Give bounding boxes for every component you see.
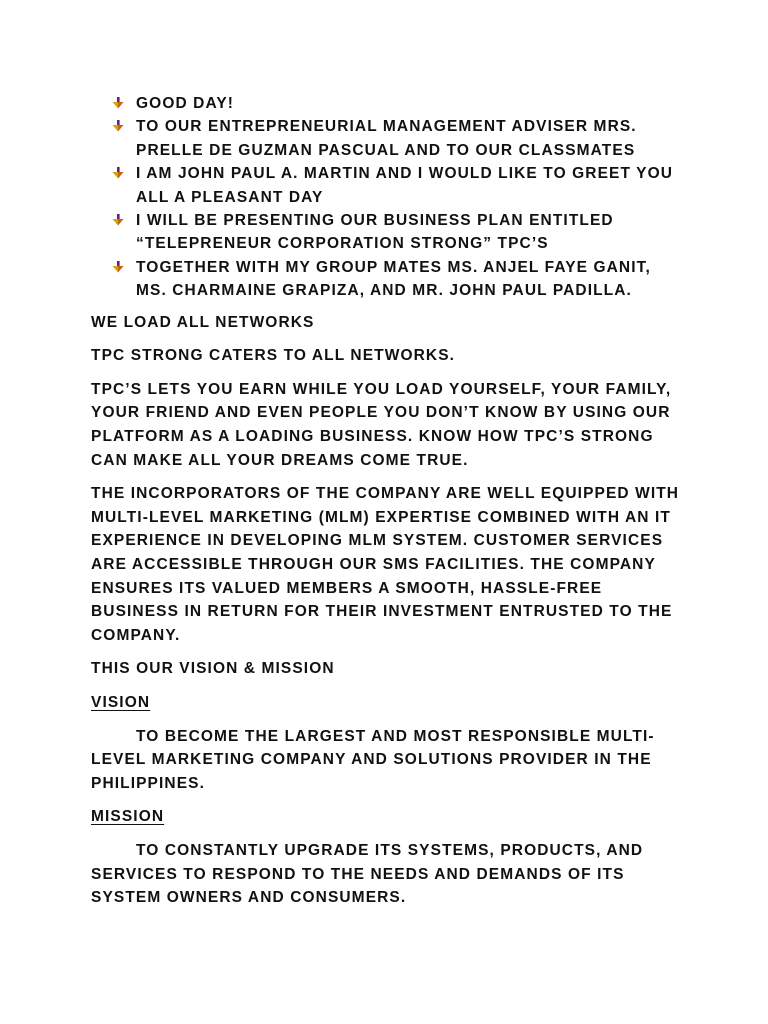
arrow-down-bullet-icon — [112, 97, 124, 109]
list-item — [136, 162, 681, 209]
arrow-down-bullet-icon — [112, 214, 124, 226]
list-item — [136, 115, 681, 162]
vision-text: TO BECOME THE LARGEST AND MOST RESPONSIBLE MULTI-LEVEL MARKETING COMPANY AND SOLUTIONS PROVIDER IN THE PHILIPPINES. — [91, 727, 655, 792]
bullet-text: I WILL BE PRESENTING OUR BUSINESS PLAN ENTITLED “TELEPRENEUR CORPORATION STRONG” TPC’S — [136, 212, 614, 253]
arrow-down-bullet-icon — [112, 261, 124, 273]
bullet-text: TO OUR ENTREPRENEURIAL MANAGEMENT ADVISER MRS. PRELLE DE GUZMAN PASCUAL AND TO OUR CLASSMATES — [136, 118, 637, 159]
arrow-down-bullet-icon — [112, 167, 124, 179]
mission-heading: MISSION — [91, 808, 165, 826]
earn-paragraph: TPC’S LETS YOU EARN WHILE YOU LOAD YOURSELF, YOUR FAMILY, YOUR FRIEND AND EVEN PEOPLE YOU DON’T KNOW BY USING OUR PLATFORM AS A LOADING BUSINESS. KNOW HOW TPC’S STRONG CAN MAKE ALL YOUR DREAMS COME TRUE. — [91, 380, 672, 469]
load-networks-paragraph: WE LOAD ALL NETWORKS — [91, 313, 315, 331]
list-item — [136, 209, 681, 256]
caters-paragraph: TPC STRONG CATERS TO ALL NETWORKS. — [91, 347, 456, 365]
bullet-text: TOGETHER WITH MY GROUP MATES MS. ANJEL FAYE GANIT, MS. CHARMAINE GRAPIZA, AND MR. JOHN PAUL PADILLA. — [136, 258, 651, 300]
list-item — [136, 256, 681, 303]
bullet-text: GOOD DAY! — [136, 95, 235, 112]
vision-mission-intro: THIS OUR VISION & MISSION — [91, 660, 335, 678]
vision-heading: VISION — [91, 693, 151, 711]
incorporators-paragraph: THE INCORPORATORS OF THE COMPANY ARE WELL EQUIPPED WITH MULTI-LEVEL MARKETING (MLM) EXPERTISE COMBINED WITH AN IT EXPERIENCE IN DEVELOPING MLM SYSTEM. CUSTOMER SERVICES ARE ACCESSIBLE THROUGH OUR SMS FACILITIES. THE COMPANY ENSURES ITS VALUED MEMBERS A SMOOTH, HASSLE-FREE BUSINESS IN RETURN FOR THEIR INVESTMENT ENTRUSTED TO THE COMPANY. — [91, 485, 680, 644]
arrow-down-bullet-icon — [112, 120, 124, 132]
mission-text: TO CONSTANTLY UPGRADE ITS SYSTEMS, PRODUCTS, AND SERVICES TO RESPOND TO THE NEEDS AND DEMANDS OF ITS SYSTEM OWNERS AND CONSUMERS. — [91, 841, 644, 907]
list-item — [136, 92, 681, 115]
bullet-text: I AM JOHN PAUL A. MARTIN AND I WOULD LIKE TO GREET YOU ALL A PLEASANT DAY — [136, 165, 674, 206]
greeting-bullet-list — [91, 92, 681, 303]
document-page — [91, 92, 681, 920]
